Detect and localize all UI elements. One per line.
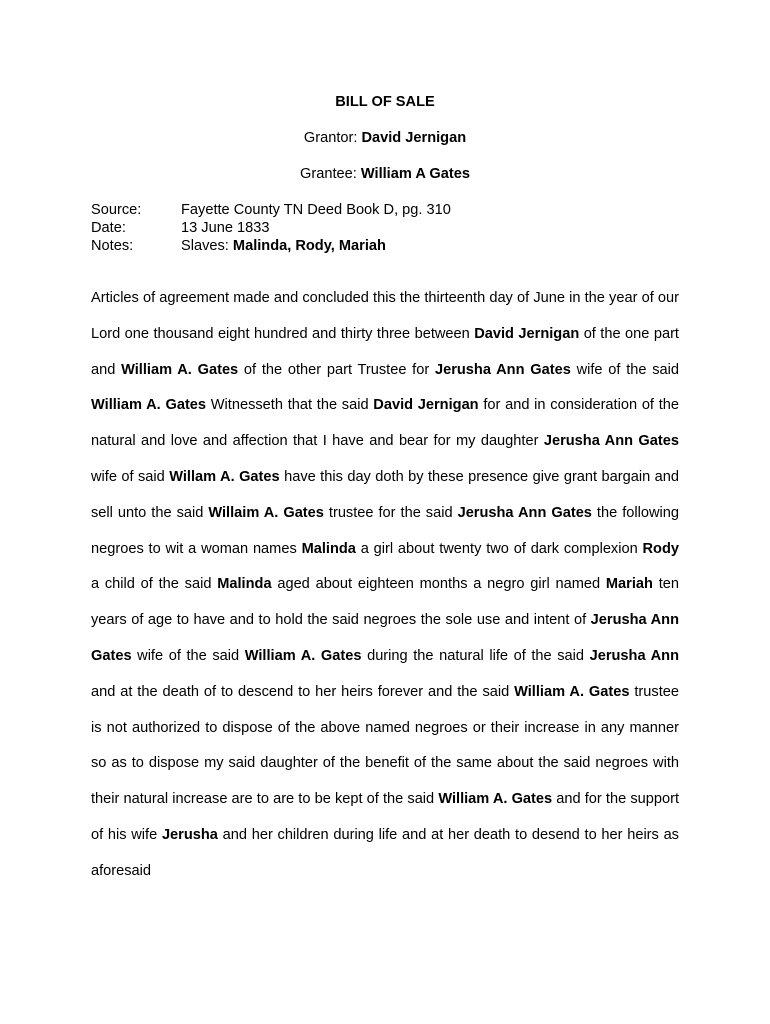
body-text-segment: the following negroes to wit a woman names [91,504,679,557]
body-text-segment: wife of the said [131,647,245,664]
body-text-segment: of the one part and [91,325,679,378]
body-text-segment: Articles of agreement made and concluded this the thirteenth day of June in the year of our Lord one thousand eight hundred and thirty three between [91,290,679,342]
notes-value [181,237,691,255]
body-name-segment: William A. Gates [438,791,553,808]
document-title: BILL OF SALE [335,94,435,110]
body-text-segment: trustee is not authorized to dispose of the above named negroes or their increase in any manner so as to dispose my said daughter of the benefit of the same about the said negroes with their natural increase are to are to be kept of the said [91,683,679,808]
body-text-segment: wife of the said [570,361,679,378]
body-name-segment: Jerusha Ann Gates [457,504,592,521]
metadata-block [91,201,691,255]
body-text-segment: and for the support of his wife [91,791,680,843]
body-name-segment: Mariah [605,576,653,593]
body-text-segment: and her children during life and at her death to desend to her heirs as aforesaid [91,826,679,879]
body-name-segment: David Jernigan [373,397,479,414]
notes-prefix: Slaves: [181,238,233,254]
date-row [91,219,691,237]
body-name-segment: Malinda [217,576,272,593]
body-name-segment: David Jernigan [474,325,580,342]
body-text-segment: have this day doth by these presence give grant bargain and sell unto the said [91,468,680,521]
body-name-segment: Jerusha Ann Gates [543,433,679,450]
body-name-segment: Jerusha Ann [589,647,679,664]
body-name-segment: Rody [642,540,679,557]
body-text-segment: Witnesseth that the said [206,397,374,414]
body-text-segment: of the other part Trustee for [238,361,435,378]
notes-row [91,237,691,255]
body-text-segment: wife of said [91,468,170,485]
source-value: Fayette County TN Deed Book D, pg. 310 [181,202,451,218]
notes-names: Malinda, Rody, Mariah [232,238,386,254]
body-text-segment: for and in consideration of the natural and love and affection that I have and bear for my daughter [91,397,680,450]
body-name-segment: Willaim A. Gates [208,504,324,521]
body-text-segment: a child of the said [91,576,218,593]
grantor-label: Grantor: [303,130,362,146]
agreement-body [91,281,679,890]
body-name-segment: Jerusha Ann Gates [434,361,571,378]
grantee-name: William A Gates [360,166,470,182]
date-value: 13 June 1833 [181,220,270,236]
source-row [91,201,691,219]
body-name-segment: William A. Gates [91,397,207,414]
body-text-segment: trustee for the said [323,504,458,521]
grantee-label: Grantee: [300,166,361,182]
grantor-name: David Jernigan [361,130,467,146]
body-text-segment: a girl about twenty two of dark complexion [355,540,643,557]
body-name-segment: William A. Gates [514,683,630,700]
grantor-line [0,129,770,147]
body-name-segment: William A. Gates [244,647,362,664]
notes-label: Notes: [91,238,134,254]
body-text-segment: ten years of age to have and to hold the said negroes the sole use and intent of [91,576,679,629]
body-text-segment: during the natural life of the said [361,647,590,664]
source-label: Source: [91,202,142,218]
body-text-segment: aged about eighteen months a negro girl named [271,576,606,593]
body-name-segment: Malinda [301,540,356,557]
body-text-segment: and at the death of to descend to her heirs forever and the said [91,683,515,700]
body-name-segment: Jerusha [161,826,218,843]
body-name-segment: Jerusha Ann Gates [91,612,679,664]
grantee-line [0,165,770,183]
body-name-segment: Willam A. Gates [169,468,280,485]
date-label: Date: [91,220,126,236]
body-name-segment: William A. Gates [121,361,239,378]
